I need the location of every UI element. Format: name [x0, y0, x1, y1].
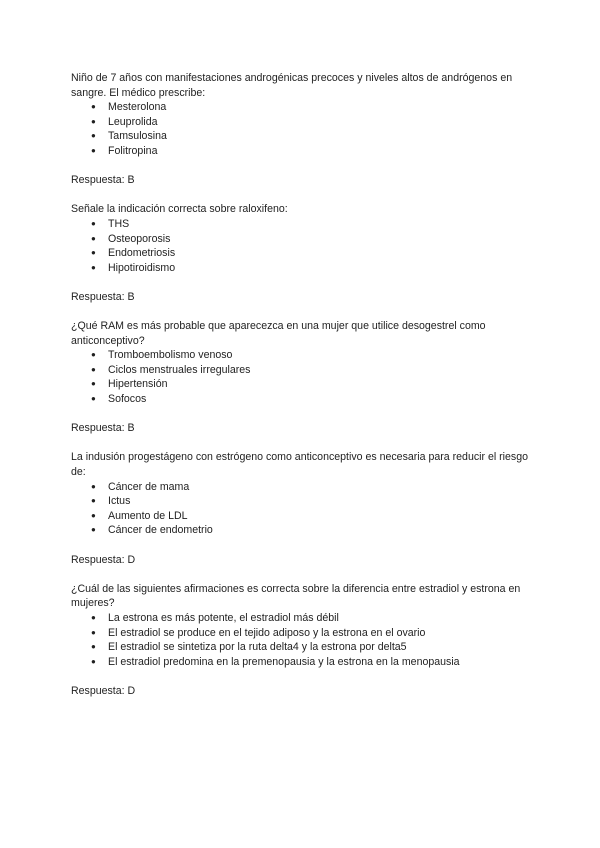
option-label: Tromboembolismo venoso [108, 349, 233, 362]
option-a [71, 217, 541, 232]
spacer [71, 305, 541, 320]
question-text: ¿Qué RAM es más probable que aparecezca en una mujer que utilice desogestrel como anticonceptivo? [71, 320, 486, 347]
spacer [71, 436, 541, 451]
question-4 [71, 450, 541, 567]
bullet-icon: ● [91, 233, 96, 243]
option-label: Ictus [108, 495, 131, 508]
options-list [71, 217, 541, 275]
bullet-icon: ● [91, 262, 96, 272]
options-list [71, 348, 541, 406]
option-label: Sofocos [108, 393, 147, 406]
bullet-icon: ● [91, 496, 96, 506]
option-c [71, 509, 541, 524]
bullet-icon: ● [91, 394, 96, 404]
bullet-icon: ● [91, 131, 96, 141]
options-list [71, 100, 541, 158]
question-3 [71, 319, 541, 436]
option-label: Osteoporosis [108, 232, 171, 245]
option-a [71, 348, 541, 363]
bullet-icon: ● [91, 481, 96, 491]
option-label: El estradiol predomina en la premenopausia y la estrona en la menopausia [108, 655, 460, 668]
question-2 [71, 202, 541, 304]
option-d [71, 655, 541, 670]
document-page [71, 71, 541, 699]
bullet-icon: ● [91, 510, 96, 520]
question-5 [71, 582, 541, 699]
option-a [71, 100, 541, 115]
option-label: Aumento de LDL [108, 509, 188, 522]
question-text: Señale la indicación correcta sobre raloxifeno: [71, 203, 288, 216]
bullet-icon: ● [91, 656, 96, 666]
option-b [71, 232, 541, 247]
option-label: Endometriosis [108, 247, 176, 260]
bullet-icon: ● [91, 364, 96, 374]
spacer [71, 188, 541, 203]
bullet-icon: ● [91, 102, 96, 112]
option-label: Hipotiroidismo [108, 261, 176, 274]
option-label: La estrona es más potente, el estradiol más débil [108, 611, 339, 624]
option-label: Cáncer de mama [108, 480, 190, 493]
option-d [71, 144, 541, 159]
option-a [71, 480, 541, 495]
bullet-icon: ● [91, 116, 96, 126]
spacer [71, 567, 541, 582]
question-text: Niño de 7 años con manifestaciones androgénicas precoces y niveles altos de andrógenos en sangre. El médico prescribe: [71, 72, 513, 99]
option-label: Ciclos menstruales irregulares [108, 363, 251, 376]
option-c [71, 640, 541, 655]
option-label: Mesterolona [108, 101, 167, 114]
options-list [71, 611, 541, 669]
option-c [71, 377, 541, 392]
bullet-icon: ● [91, 248, 96, 258]
option-label: Leuprolida [108, 115, 158, 128]
option-label: Tamsulosina [108, 130, 167, 143]
option-label: El estradiol se produce en el tejido adiposo y la estrona en el ovario [108, 626, 426, 639]
bullet-icon: ● [91, 627, 96, 637]
answer-text: Respuesta: B [71, 290, 135, 303]
question-1 [71, 71, 541, 188]
option-c [71, 246, 541, 261]
option-label: Folitropina [108, 144, 158, 157]
option-label: Cáncer de endometrio [108, 524, 213, 537]
option-label: THS [108, 217, 130, 230]
bullet-icon: ● [91, 145, 96, 155]
option-label: Hipertensión [108, 378, 168, 391]
answer-text: Respuesta: D [71, 553, 136, 566]
option-a [71, 611, 541, 626]
option-d [71, 261, 541, 276]
option-b [71, 626, 541, 641]
question-text: La indusión progestágeno con estrógeno como anticonceptivo es necesaria para reducir el riesgo de: [71, 451, 528, 479]
option-c [71, 129, 541, 144]
bullet-icon: ● [91, 612, 96, 622]
question-text: ¿Cuál de las siguientes afirmaciones es correcta sobre la diferencia entre estradiol y estrona en mujeres? [71, 582, 521, 610]
option-b [71, 363, 541, 378]
options-list [71, 480, 541, 538]
bullet-icon: ● [91, 642, 96, 652]
option-b [71, 115, 541, 130]
option-d [71, 523, 541, 538]
option-label: El estradiol se sintetiza por la ruta delta4 y la estrona por delta5 [108, 641, 407, 654]
answer-text: Respuesta: D [71, 684, 136, 697]
option-b [71, 494, 541, 509]
answer-text: Respuesta: B [71, 174, 135, 187]
bullet-icon: ● [91, 525, 96, 535]
answer-text: Respuesta: B [71, 422, 135, 435]
option-d [71, 392, 541, 407]
bullet-icon: ● [91, 350, 96, 360]
bullet-icon: ● [91, 218, 96, 228]
bullet-icon: ● [91, 379, 96, 389]
